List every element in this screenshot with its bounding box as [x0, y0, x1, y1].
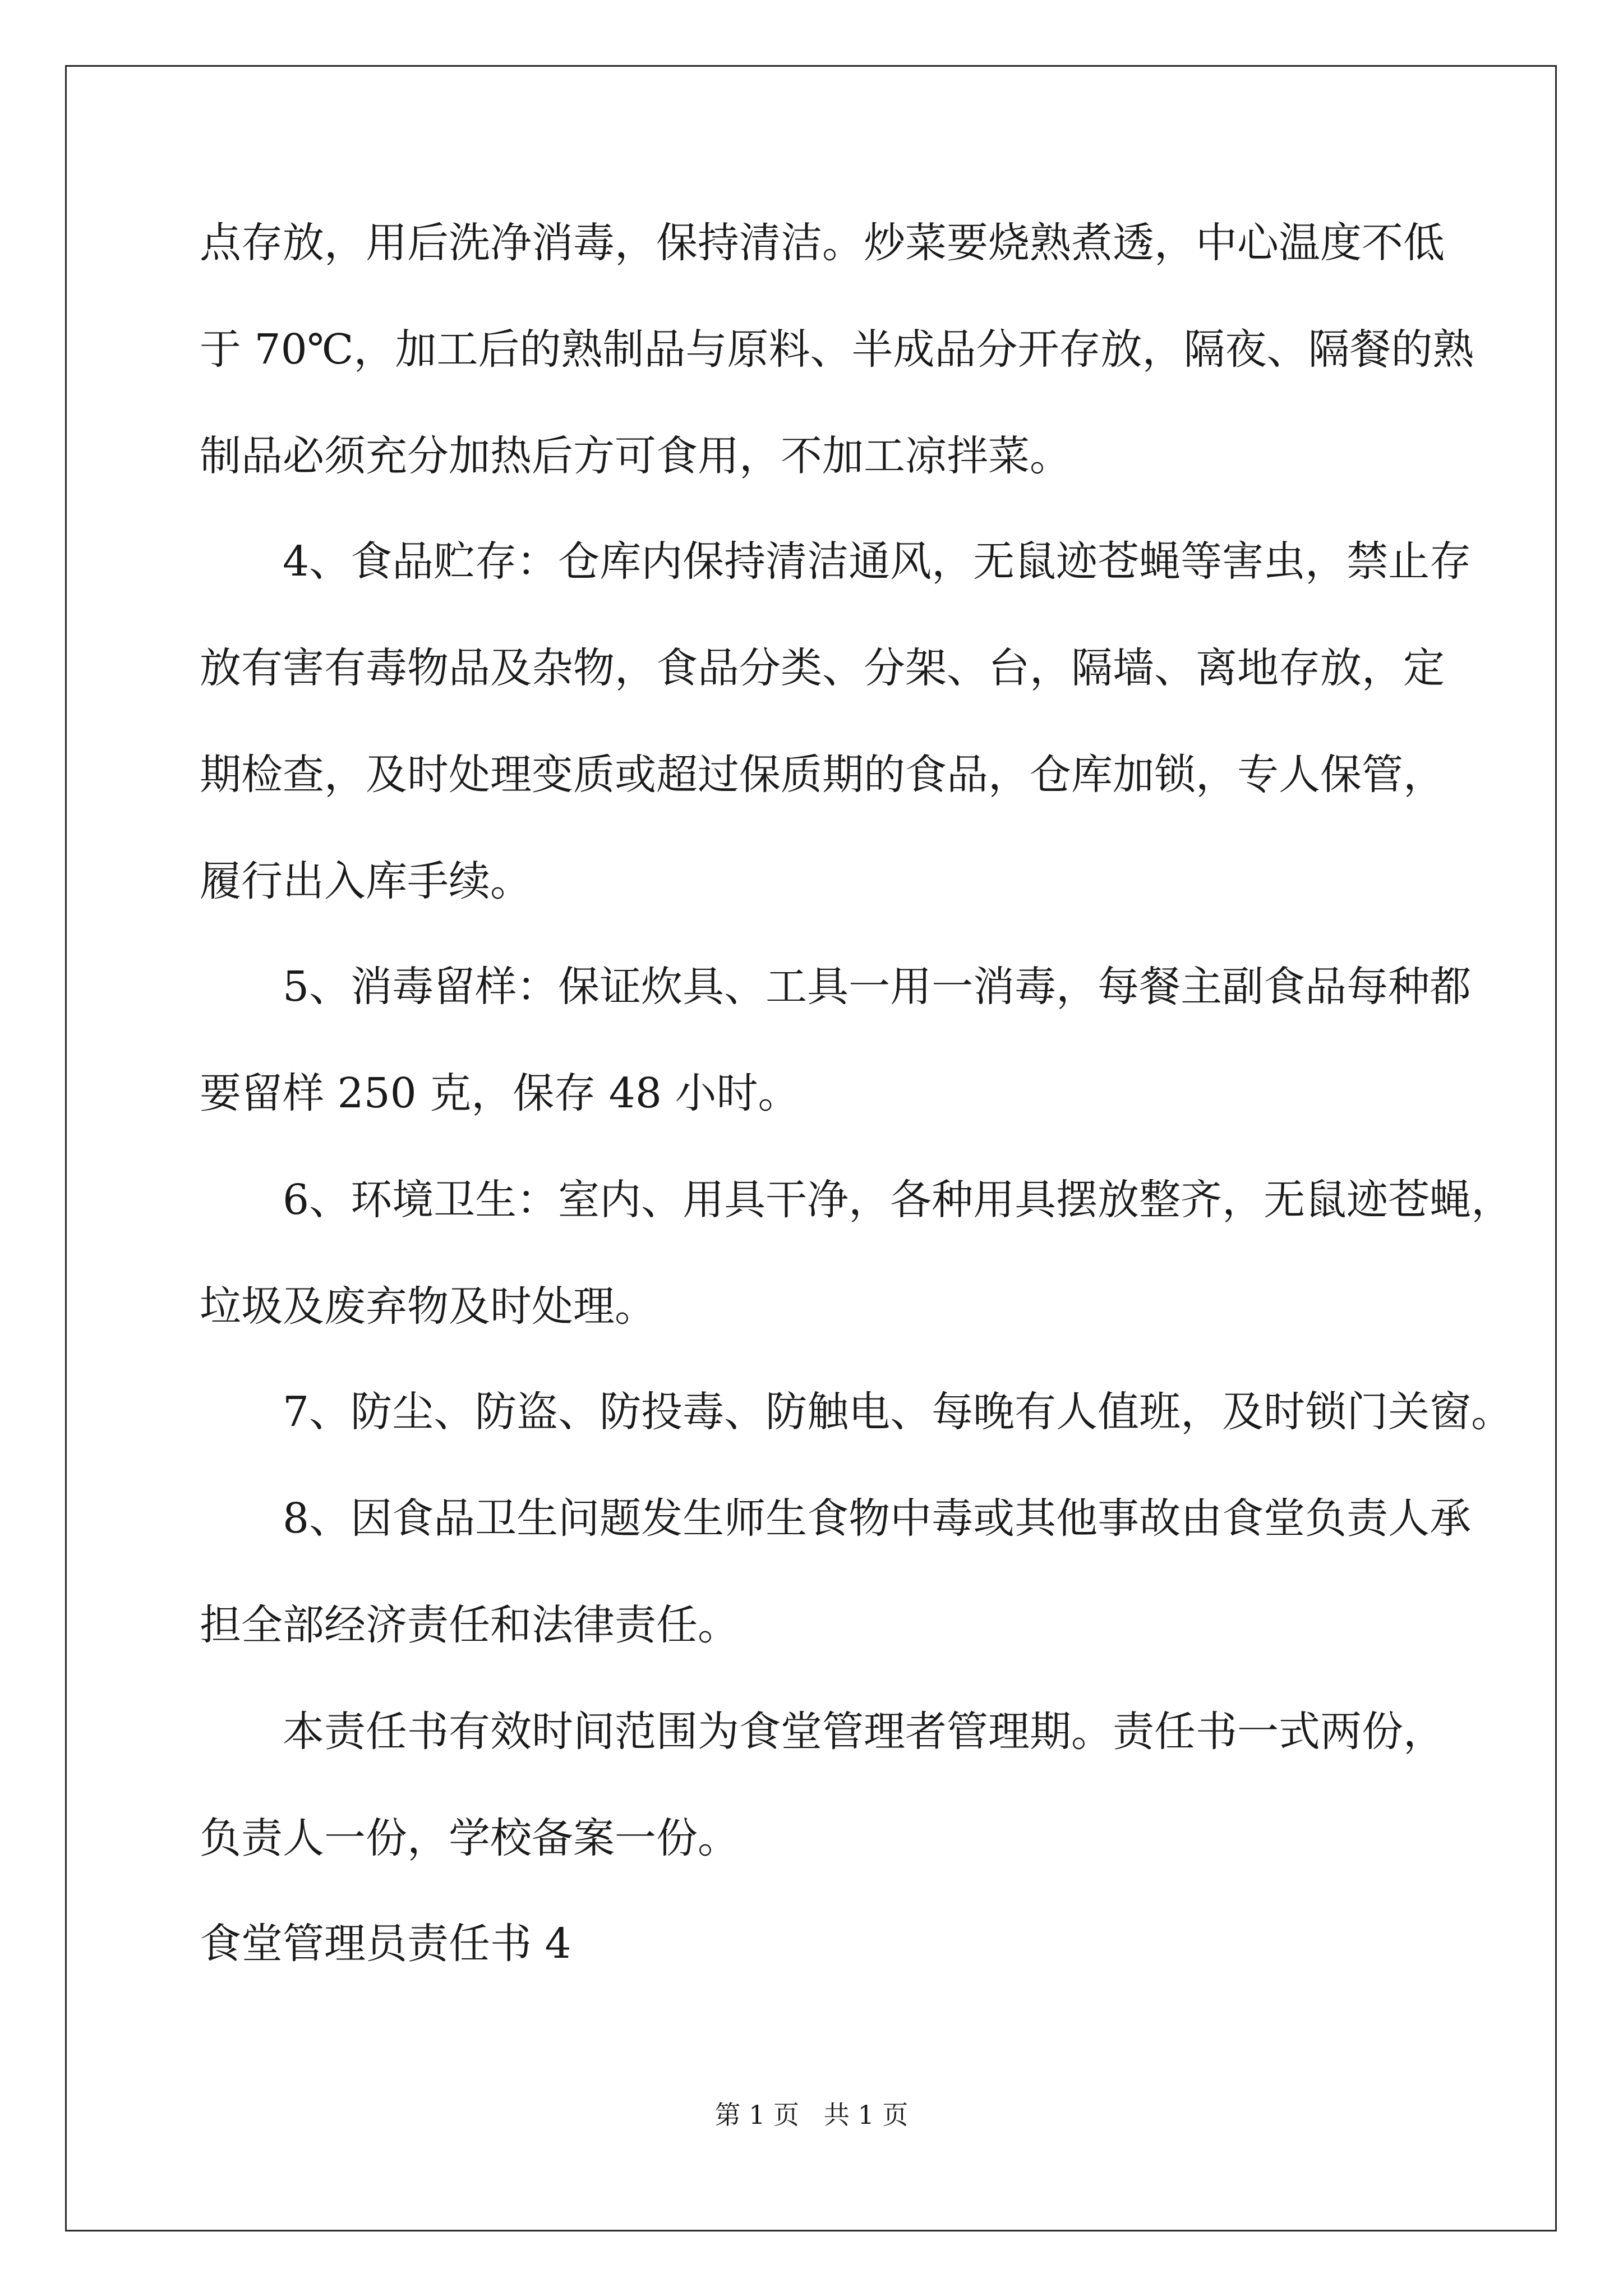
paragraph-first-line: 5、消毒留样：保证炊具、工具一用一消毒，每餐主副食品每种都 — [283, 963, 1472, 1011]
text-line: 担全部经济责任和法律责任。 — [200, 1601, 739, 1649]
text-line: 放有害有毒物品及杂物，食品分类、分架、台，隔墙、离地存放，定 — [200, 644, 1445, 692]
paragraph-first-line: 4、食品贮存：仓库内保持清洁通风，无鼠迹苍蝇等害虫，禁止存 — [283, 537, 1472, 586]
page-border — [65, 65, 1557, 2231]
text-line: 制品必须充分加热后方可食用，不加工凉拌菜。 — [200, 432, 1071, 480]
text-line: 点存放，用后洗净消毒，保持清洁。炒菜要烧熟煮透，中心温度不低 — [200, 219, 1445, 267]
text-line: 负责人一份，学校备案一份。 — [200, 1814, 739, 1862]
page-number-label: 第 1 页 共 1 页 — [714, 2100, 909, 2130]
text-line: 于 70℃，加工后的熟制品与原料、半成品分开存放，隔夜、隔餐的熟 — [200, 325, 1474, 374]
paragraph-first-line: 8、因食品卫生问题发生师生食物中毒或其他事故由食堂负责人承 — [283, 1494, 1472, 1543]
text-line: 期检查，及时处理变质或超过保质期的食品，仓库加锁，专人保管， — [200, 751, 1445, 799]
section-heading: 食堂管理员责任书 4 — [200, 1920, 571, 1968]
text-line: 履行出入库手续。 — [200, 857, 532, 905]
text-line: 要留样 250 克，保存 48 小时。 — [200, 1069, 800, 1117]
paragraph-first-line: 6、环境卫生：室内、用具干净，各种用具摆放整齐，无鼠迹苍蝇， — [283, 1176, 1513, 1224]
paragraph-first-line: 7、防尘、防盗、防投毒、防触电、每晚有人值班，及时锁门关窗。 — [283, 1388, 1513, 1436]
paragraph-first-line: 本责任书有效时间范围为食堂管理者管理期。责任书一式两份， — [283, 1708, 1445, 1756]
text-line: 垃圾及废弃物及时处理。 — [200, 1282, 656, 1331]
page-footer — [0, 2098, 1623, 2132]
